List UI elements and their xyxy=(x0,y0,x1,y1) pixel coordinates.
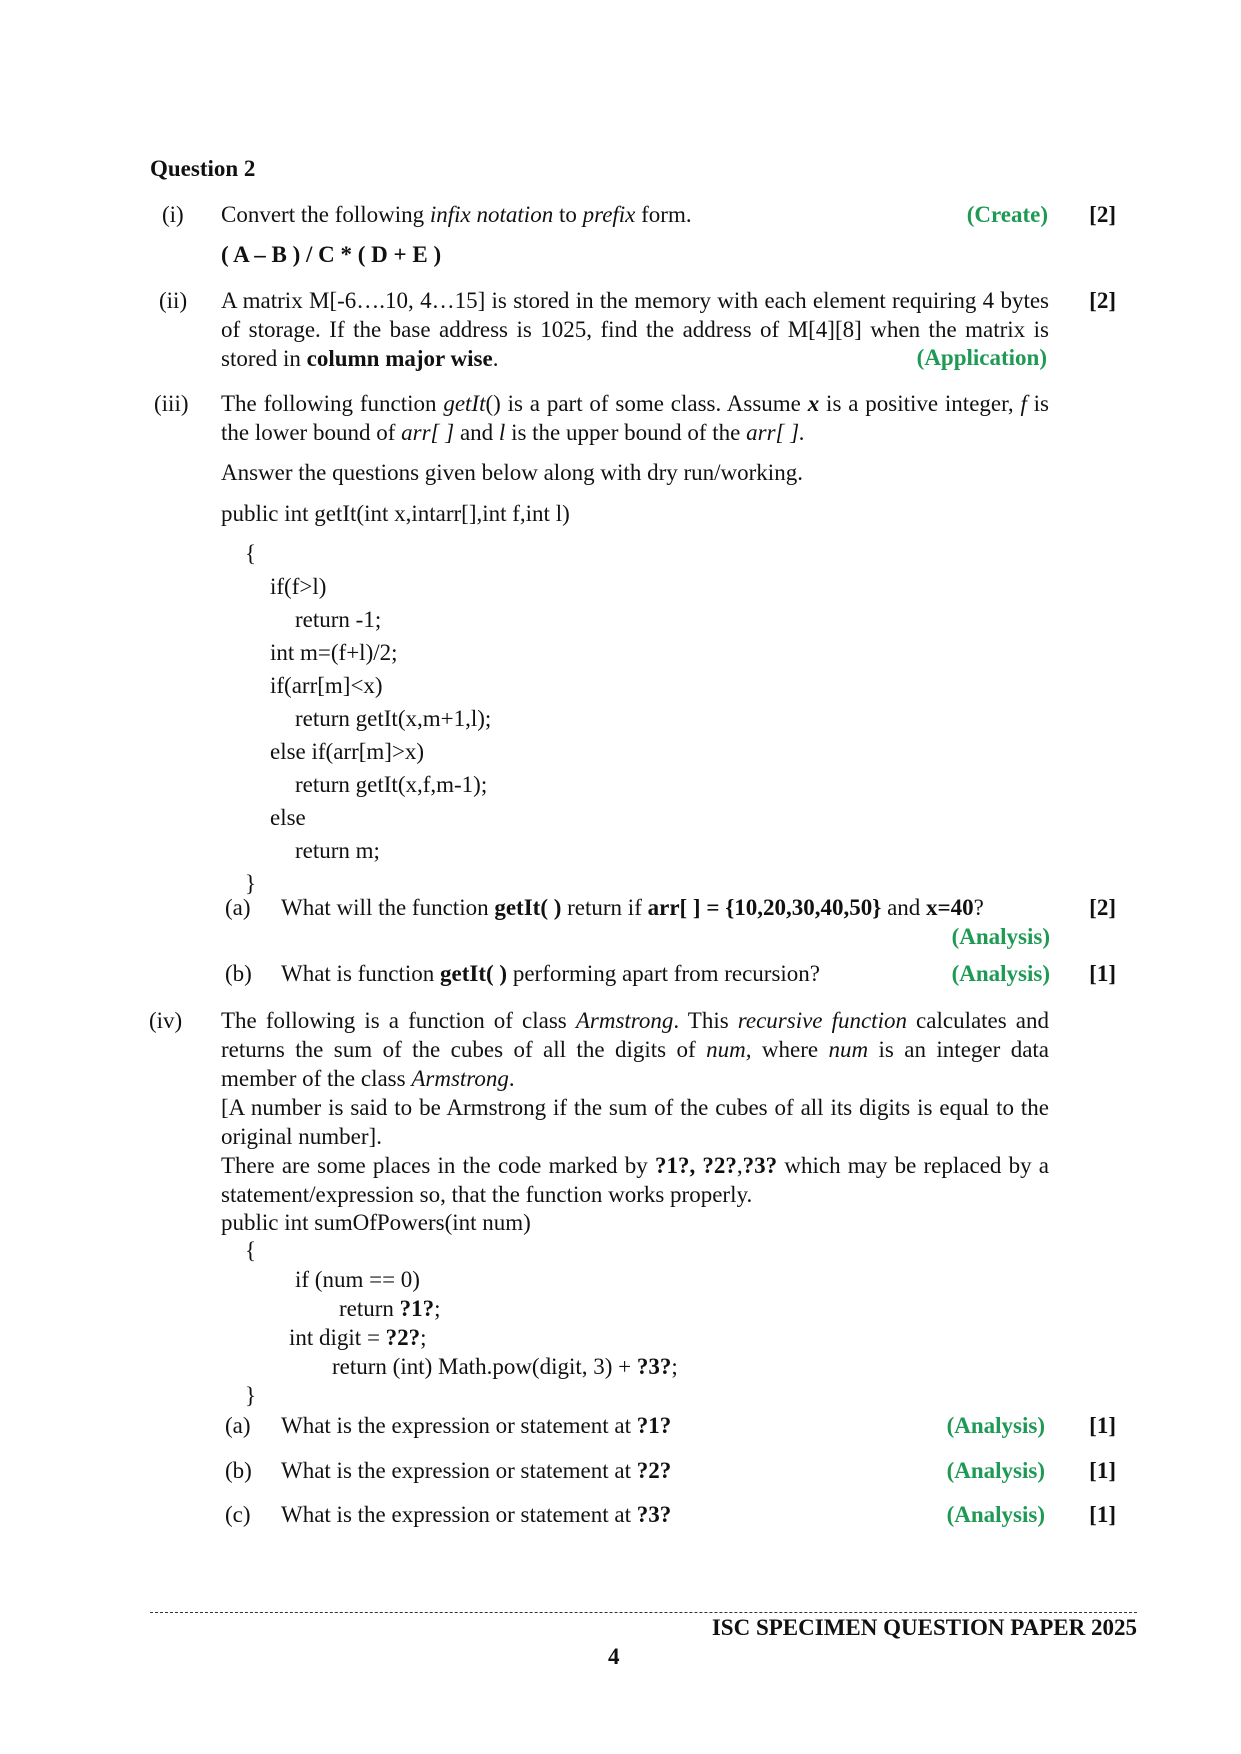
q-iii-a-text: What will the function getIt( ) return if arr[ ] = {10,20,30,40,50} and x=40? xyxy=(281,895,984,920)
code-line: if (num == 0) xyxy=(295,1267,420,1292)
q-iv-c-text: What is the expression or statement at ?3? xyxy=(281,1502,672,1527)
q-iv-c-marks: [1] xyxy=(1089,1502,1116,1527)
q-iii-b-label: (b) xyxy=(225,961,252,986)
q-iii-a-marks: [2] xyxy=(1089,895,1116,920)
code-line: return getIt(x,f,m-1); xyxy=(295,772,488,797)
code-line: { xyxy=(245,541,257,566)
code-line: return m; xyxy=(295,838,380,863)
q-iv-c-level: (Analysis) xyxy=(946,1502,1045,1527)
q-iv-note: [A number is said to be Armstrong if the sum of the cubes of all its digits is equal to the original number]. xyxy=(221,1095,1049,1149)
q-iv-a-label: (a) xyxy=(225,1413,251,1438)
q-iv-signature: public int sumOfPowers(int num) xyxy=(221,1210,531,1235)
q-iv-b-level: (Analysis) xyxy=(946,1458,1045,1483)
q-ii-marks: [2] xyxy=(1089,288,1116,313)
q-iv-b-label: (b) xyxy=(225,1458,252,1483)
q-iv-number: (iv) xyxy=(149,1008,183,1033)
q-i-text: Convert the following infix notation to prefix form. xyxy=(221,202,692,227)
page-number: 4 xyxy=(608,1644,620,1669)
q-iii-a-level: (Analysis) xyxy=(951,924,1050,949)
q-iii-code-block xyxy=(0,537,491,900)
code-line: } xyxy=(245,1383,257,1408)
q-iii-text: The following function getIt() is a part of some class. Assume x is a positive integer, f is the lower bound of arr[ ] and l is the upper bound of the arr[ ]. xyxy=(221,391,1049,445)
q-ii-text: A matrix M[-6….10, 4…15] is stored in the memory with each element requiring 4 bytes of storage. If the base address is 1025, find the address of M[4][8] when the matrix is stored in column major wise. xyxy=(221,288,1049,371)
q-iii-b-text: What is function getIt( ) performing apart from recursion? xyxy=(281,961,821,986)
q-i-number: (i) xyxy=(162,202,184,227)
code-line: } xyxy=(245,871,257,896)
q-iv-c-label: (c) xyxy=(225,1502,251,1527)
q-ii-number: (ii) xyxy=(159,288,188,313)
q-i-level: (Create) xyxy=(966,202,1048,227)
q-iii-b-level: (Analysis) xyxy=(951,961,1050,986)
q-i-expression: ( A – B ) / C * ( D + E ) xyxy=(221,242,442,267)
q-iii-a-label: (a) xyxy=(225,895,251,920)
question-title: Question 2 xyxy=(150,156,256,181)
code-line: return -1; xyxy=(295,607,382,632)
code-line: { xyxy=(245,1238,257,1263)
q-i-marks: [2] xyxy=(1089,202,1116,227)
q-iii-signature: public int getIt(int x,intarr[],int f,int l) xyxy=(221,501,570,526)
q-ii-level: (Application) xyxy=(916,345,1047,370)
q-iv-code-block xyxy=(0,1236,678,1410)
footer-title: ISC SPECIMEN QUESTION PAPER 2025 xyxy=(711,1615,1137,1640)
code-line: int digit = ?2?; xyxy=(289,1325,427,1350)
code-line: int m=(f+l)/2; xyxy=(270,640,398,665)
q-iv-b-marks: [1] xyxy=(1089,1458,1116,1483)
q-iv-replace-text: There are some places in the code marked by ?1?, ?2?,?3? which may be replaced by a statement/expression so, that the function works properly. xyxy=(221,1153,1050,1207)
code-line: return getIt(x,m+1,l); xyxy=(295,706,492,731)
q-iv-a-text: What is the expression or statement at ?1? xyxy=(281,1413,672,1438)
q-iv-b-text: What is the expression or statement at ?2? xyxy=(281,1458,672,1483)
q-iv-text: The following is a function of class Armstrong. This recursive function calculates and returns the sum of the cubes of all the digits of num, where num is an integer data member of the class Armstrong. xyxy=(221,1008,1049,1091)
q-iii-b-marks: [1] xyxy=(1089,961,1116,986)
code-line: return ?1?; xyxy=(339,1296,441,1321)
code-line: return (int) Math.pow(digit, 3) + ?3?; xyxy=(332,1354,678,1379)
code-line: else xyxy=(270,805,306,830)
code-line: if(arr[m]<x) xyxy=(270,673,383,698)
q-iii-number: (iii) xyxy=(154,391,189,416)
q-iii-instruction: Answer the questions given below along with dry run/working. xyxy=(221,460,803,485)
code-line: else if(arr[m]>x) xyxy=(270,739,425,764)
q-iv-a-marks: [1] xyxy=(1089,1413,1116,1438)
code-line: if(f>l) xyxy=(270,574,327,599)
q-iv-a-level: (Analysis) xyxy=(946,1413,1045,1438)
